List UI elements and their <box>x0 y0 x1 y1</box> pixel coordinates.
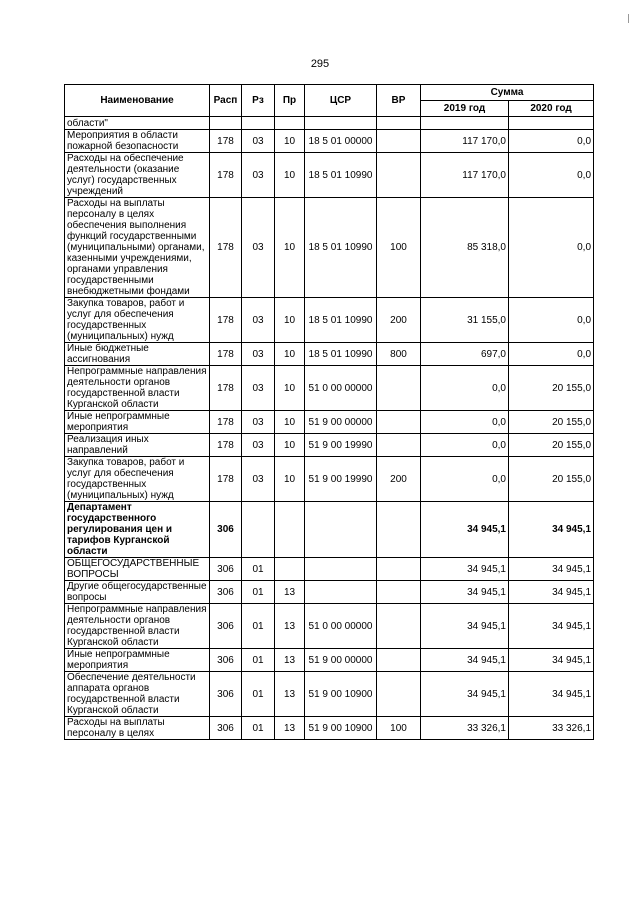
cell-2019: 34 945,1 <box>421 649 509 672</box>
cell-csr: 18 5 01 10990 <box>305 153 377 198</box>
cell-csr: 51 9 00 00000 <box>305 649 377 672</box>
cell-2019: 33 326,1 <box>421 717 509 740</box>
cell-name: Расходы на обеспечение деятельности (оказание услуг) государственных учреждений <box>65 153 210 198</box>
cell-vr <box>377 411 421 434</box>
header-sum: Сумма <box>421 85 594 101</box>
table-row <box>65 343 594 366</box>
table-row <box>65 581 594 604</box>
table-row <box>65 502 594 558</box>
cell-csr: 51 9 00 00000 <box>305 411 377 434</box>
cell-vr: 800 <box>377 343 421 366</box>
cell-vr <box>377 434 421 457</box>
cell-2019: 0,0 <box>421 457 509 502</box>
cell-rasp: 306 <box>210 502 242 558</box>
cell-csr: 51 9 00 10900 <box>305 672 377 717</box>
cell-2020: 0,0 <box>509 130 594 153</box>
cell-pr <box>275 502 305 558</box>
cell-2019: 697,0 <box>421 343 509 366</box>
cell-csr: 18 5 01 10990 <box>305 298 377 343</box>
cell-name: Иные бюджетные ассигнования <box>65 343 210 366</box>
cell-2020: 34 945,1 <box>509 649 594 672</box>
table-row <box>65 457 594 502</box>
cell-2020: 20 155,0 <box>509 411 594 434</box>
cell-rasp: 306 <box>210 672 242 717</box>
cell-rz: 01 <box>242 581 275 604</box>
cell-csr: 18 5 01 00000 <box>305 130 377 153</box>
budget-table <box>64 84 594 740</box>
cell-rasp: 306 <box>210 558 242 581</box>
cell-2019: 0,0 <box>421 434 509 457</box>
cell-rasp: 306 <box>210 604 242 649</box>
cell-2019: 34 945,1 <box>421 502 509 558</box>
cell-csr: 51 0 00 00000 <box>305 604 377 649</box>
cell-name: Другие общегосударственные вопросы <box>65 581 210 604</box>
table-row <box>65 298 594 343</box>
cell-2020: 0,0 <box>509 343 594 366</box>
cell-rasp: 306 <box>210 649 242 672</box>
cell-pr: 10 <box>275 366 305 411</box>
table-row <box>65 366 594 411</box>
cell-name: Расходы на выплаты персоналу в целях <box>65 717 210 740</box>
cell-rz: 03 <box>242 434 275 457</box>
cell-pr: 13 <box>275 672 305 717</box>
cell-pr <box>275 558 305 581</box>
page-edge-mark <box>628 14 629 23</box>
cell-2020: 0,0 <box>509 153 594 198</box>
cell-pr: 13 <box>275 649 305 672</box>
cell-rasp: 306 <box>210 717 242 740</box>
cell-2019: 117 170,0 <box>421 130 509 153</box>
cell-rz: 03 <box>242 198 275 298</box>
cell-vr <box>377 502 421 558</box>
cell-name: Реализация иных направлений <box>65 434 210 457</box>
cell-name: Департамент государственного регулирования цен и тарифов Курганской области <box>65 502 210 558</box>
cell-pr: 13 <box>275 581 305 604</box>
cell-2020: 34 945,1 <box>509 604 594 649</box>
cell-rz <box>242 502 275 558</box>
cell-rz: 03 <box>242 366 275 411</box>
cell-csr <box>305 581 377 604</box>
cell-name: Расходы на выплаты персоналу в целях обеспечения выполнения функций государственными (муниципальными) органами, казенными учреждениями, органами управления государственными внебюджетными фондами <box>65 198 210 298</box>
cell-vr <box>377 366 421 411</box>
cell-pr: 10 <box>275 434 305 457</box>
cell-2020: 0,0 <box>509 298 594 343</box>
cell-rz: 01 <box>242 558 275 581</box>
cell-pr: 13 <box>275 717 305 740</box>
cell-rz: 03 <box>242 343 275 366</box>
header-2020: 2020 год <box>509 101 594 117</box>
cell-2020: 20 155,0 <box>509 457 594 502</box>
cell-pr: 10 <box>275 153 305 198</box>
cell-2020: 34 945,1 <box>509 558 594 581</box>
cell-vr: 200 <box>377 457 421 502</box>
cell-2019: 0,0 <box>421 411 509 434</box>
cell-rasp: 178 <box>210 411 242 434</box>
cell-vr <box>377 558 421 581</box>
cell-rz: 01 <box>242 717 275 740</box>
cell-2019: 34 945,1 <box>421 604 509 649</box>
table-row <box>65 558 594 581</box>
header-2019: 2019 год <box>421 101 509 117</box>
cell-csr: 18 5 01 10990 <box>305 343 377 366</box>
table-row <box>65 411 594 434</box>
cell-rasp: 178 <box>210 343 242 366</box>
cell-pr: 10 <box>275 130 305 153</box>
cell-2019: 85 318,0 <box>421 198 509 298</box>
cell-pr: 13 <box>275 604 305 649</box>
cell-rasp: 178 <box>210 434 242 457</box>
cell-rz: 03 <box>242 411 275 434</box>
cell-vr <box>377 581 421 604</box>
cell-rasp: 178 <box>210 198 242 298</box>
cell-rasp: 306 <box>210 581 242 604</box>
cell-csr: 51 0 00 00000 <box>305 366 377 411</box>
cell-vr <box>377 649 421 672</box>
cell-pr: 10 <box>275 457 305 502</box>
cell-2020: 20 155,0 <box>509 434 594 457</box>
cell-rz: 01 <box>242 649 275 672</box>
cell-name: ОБЩЕГОСУДАРСТВЕННЫЕ ВОПРОСЫ <box>65 558 210 581</box>
cell-2019: 0,0 <box>421 366 509 411</box>
cell-2020: 34 945,1 <box>509 502 594 558</box>
cell-pr: 10 <box>275 298 305 343</box>
cell-name: Обеспечение деятельности аппарата органов государственной власти Курганской области <box>65 672 210 717</box>
cell-2020: 33 326,1 <box>509 717 594 740</box>
cell-2019: 34 945,1 <box>421 581 509 604</box>
cell-rz: 03 <box>242 298 275 343</box>
cell-pr: 10 <box>275 198 305 298</box>
cell-csr: 51 9 00 19990 <box>305 457 377 502</box>
page-number: 295 <box>310 58 330 70</box>
cell-2020: 34 945,1 <box>509 672 594 717</box>
cell-csr: 51 9 00 19990 <box>305 434 377 457</box>
cell-vr <box>377 672 421 717</box>
table-row <box>65 198 594 298</box>
header-rz: Рз <box>242 85 275 117</box>
cell-name: Мероприятия в области пожарной безопасности <box>65 130 210 153</box>
cell-2019: 34 945,1 <box>421 558 509 581</box>
header-pr: Пр <box>275 85 305 117</box>
header-vr: ВР <box>377 85 421 117</box>
cell-rasp: 178 <box>210 366 242 411</box>
cell-2019: 117 170,0 <box>421 153 509 198</box>
table-row <box>65 130 594 153</box>
cell-2020: 34 945,1 <box>509 581 594 604</box>
cell-name: Иные непрограммные мероприятия <box>65 649 210 672</box>
cell-vr <box>377 153 421 198</box>
table-row <box>65 672 594 717</box>
cell-csr: 51 9 00 10900 <box>305 717 377 740</box>
cell-vr <box>377 604 421 649</box>
table-row <box>65 434 594 457</box>
continuation-text: области" <box>65 117 210 130</box>
cell-pr: 10 <box>275 343 305 366</box>
cell-name: Непрограммные направления деятельности органов государственной власти Курганской области <box>65 604 210 649</box>
cell-2019: 34 945,1 <box>421 672 509 717</box>
cell-rz: 03 <box>242 130 275 153</box>
cell-2019: 31 155,0 <box>421 298 509 343</box>
cell-rasp: 178 <box>210 457 242 502</box>
continuation-row <box>65 117 594 130</box>
cell-2020: 20 155,0 <box>509 366 594 411</box>
cell-rz: 03 <box>242 153 275 198</box>
cell-rz: 03 <box>242 457 275 502</box>
cell-name: Непрограммные направления деятельности органов государственной власти Курганской области <box>65 366 210 411</box>
cell-rasp: 178 <box>210 298 242 343</box>
cell-csr <box>305 558 377 581</box>
cell-rz: 01 <box>242 672 275 717</box>
cell-rasp: 178 <box>210 153 242 198</box>
cell-name: Закупка товаров, работ и услуг для обеспечения государственных (муниципальных) нужд <box>65 298 210 343</box>
cell-csr: 18 5 01 10990 <box>305 198 377 298</box>
header-rasp: Расп <box>210 85 242 117</box>
cell-vr: 100 <box>377 717 421 740</box>
cell-pr: 10 <box>275 411 305 434</box>
cell-vr: 200 <box>377 298 421 343</box>
table-row <box>65 649 594 672</box>
cell-2020: 0,0 <box>509 198 594 298</box>
header-csr: ЦСР <box>305 85 377 117</box>
cell-vr <box>377 130 421 153</box>
cell-rasp: 178 <box>210 130 242 153</box>
table-row <box>65 153 594 198</box>
table-row <box>65 717 594 740</box>
cell-csr <box>305 502 377 558</box>
header-name: Наименование <box>65 85 210 117</box>
cell-name: Иные непрограммные мероприятия <box>65 411 210 434</box>
cell-vr: 100 <box>377 198 421 298</box>
table-row <box>65 604 594 649</box>
cell-name: Закупка товаров, работ и услуг для обеспечения государственных (муниципальных) нужд <box>65 457 210 502</box>
cell-rz: 01 <box>242 604 275 649</box>
